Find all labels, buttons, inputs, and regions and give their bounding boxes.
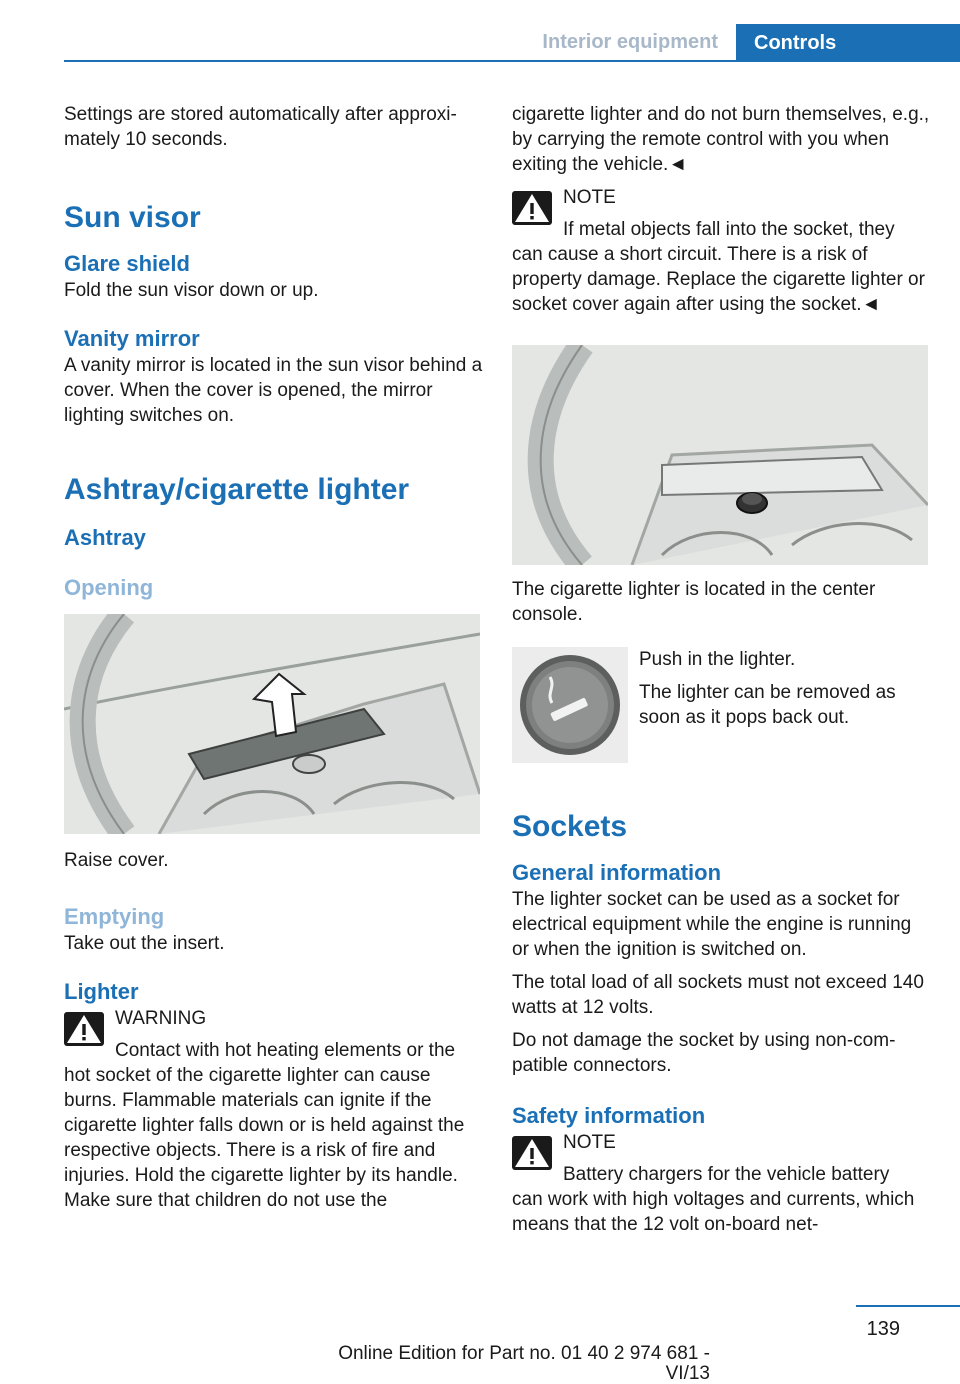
header-section-title: Interior equipment (542, 31, 718, 53)
general-text-1: The lighter socket can be used as a socket for electrical equipment while the engine is running or when the ignition is switched on. (512, 889, 912, 960)
general-text-3: Do not damage the socket by using non-compatible connectors. (512, 1030, 896, 1076)
heading-vanity-mirror: Vanity mirror (64, 326, 200, 351)
warning-label: WARNING (115, 1008, 207, 1029)
note-block-battery (512, 1130, 930, 1237)
page-number: 139 (866, 1318, 900, 1340)
note-label: NOTE (563, 1132, 616, 1153)
warning-triangle-icon (512, 191, 552, 225)
right-column (512, 102, 930, 1245)
note-label: NOTE (563, 187, 616, 208)
note-text (512, 1162, 930, 1237)
note-text (512, 217, 930, 317)
heading-emptying: Emptying (64, 904, 165, 929)
ashtray-opening-illustration (64, 614, 480, 834)
note-block-socket (512, 185, 930, 317)
note-text-rest: can cause a short circuit. There is a risk of property damage. Replace the cigarette lighter or socket cover again after using the socket.◄ (512, 244, 925, 315)
edition-footer: Online Edition for Part no. 01 40 2 974 681 - VI/13 (338, 1343, 710, 1384)
vanity-text: A vanity mirror is located in the sun visor behind a cover. When the cover is opened, the mirror lighting switches on. (64, 355, 483, 426)
header-chapter-tab: Controls (736, 24, 960, 62)
warning-triangle-icon (512, 1136, 552, 1170)
general-text-2: The total load of all sockets must not exceed 140 watts at 12 volts. (512, 972, 924, 1018)
lighter-instruction-block (512, 647, 930, 763)
note-text-rest: can work with high voltages and currents, which means that the 12 volt on-board net- (512, 1189, 915, 1235)
center-console-lighter-illustration (512, 345, 928, 565)
heading-ashtray: Ashtray (64, 525, 146, 550)
warning-text-rest: hot socket of the cigarette lighter can cause burns. Flammable materials can ignite if the cigarette lighter falls down or is held against the respective objects. There is a risk of fire and injuries. Hold the cigarette lighter by its handle. Make sure that children do not use the (64, 1065, 465, 1211)
lighter-location-text: The cigarette lighter is located in the center console. (512, 579, 876, 625)
continued-text: cigarette lighter and do not burn themselves, e.g., by carrying the remote control with you when exiting the vehicle.◄ (512, 104, 930, 175)
warning-text (64, 1038, 484, 1213)
emptying-text: Take out the insert. (64, 933, 225, 954)
note-text-first-line: If metal objects fall into the socket, they (563, 219, 895, 240)
push-in-text: Push in the lighter. (639, 649, 796, 670)
heading-lighter: Lighter (64, 979, 139, 1004)
glare-text: Fold the sun visor down or up. (64, 280, 319, 301)
warning-block (64, 1006, 484, 1213)
footer-rule (856, 1305, 960, 1307)
heading-opening: Opening (64, 575, 154, 600)
heading-sockets: Sockets (512, 810, 628, 843)
raise-cover-caption: Raise cover. (64, 850, 169, 871)
warning-text-first-line: Contact with hot heating elements or the (115, 1040, 456, 1061)
left-column (64, 102, 484, 1221)
heading-glare-shield: Glare shield (64, 251, 190, 276)
heading-safety-information: Safety information (512, 1103, 706, 1128)
heading-general-information: General information (512, 860, 722, 885)
heading-sun-visor: Sun visor (64, 201, 201, 234)
heading-ashtray-lighter: Ashtray/cigarette lighter (64, 473, 410, 506)
note-text-first-line: Battery chargers for the vehicle battery (563, 1164, 890, 1185)
intro-text: Settings are stored automatically after approximately 10 seconds. (64, 104, 457, 150)
cigarette-lighter-icon (512, 647, 628, 763)
header-rule (64, 60, 960, 62)
warning-triangle-icon (64, 1012, 104, 1046)
removed-text: The lighter can be removed as soon as it pops back out. (639, 682, 896, 728)
